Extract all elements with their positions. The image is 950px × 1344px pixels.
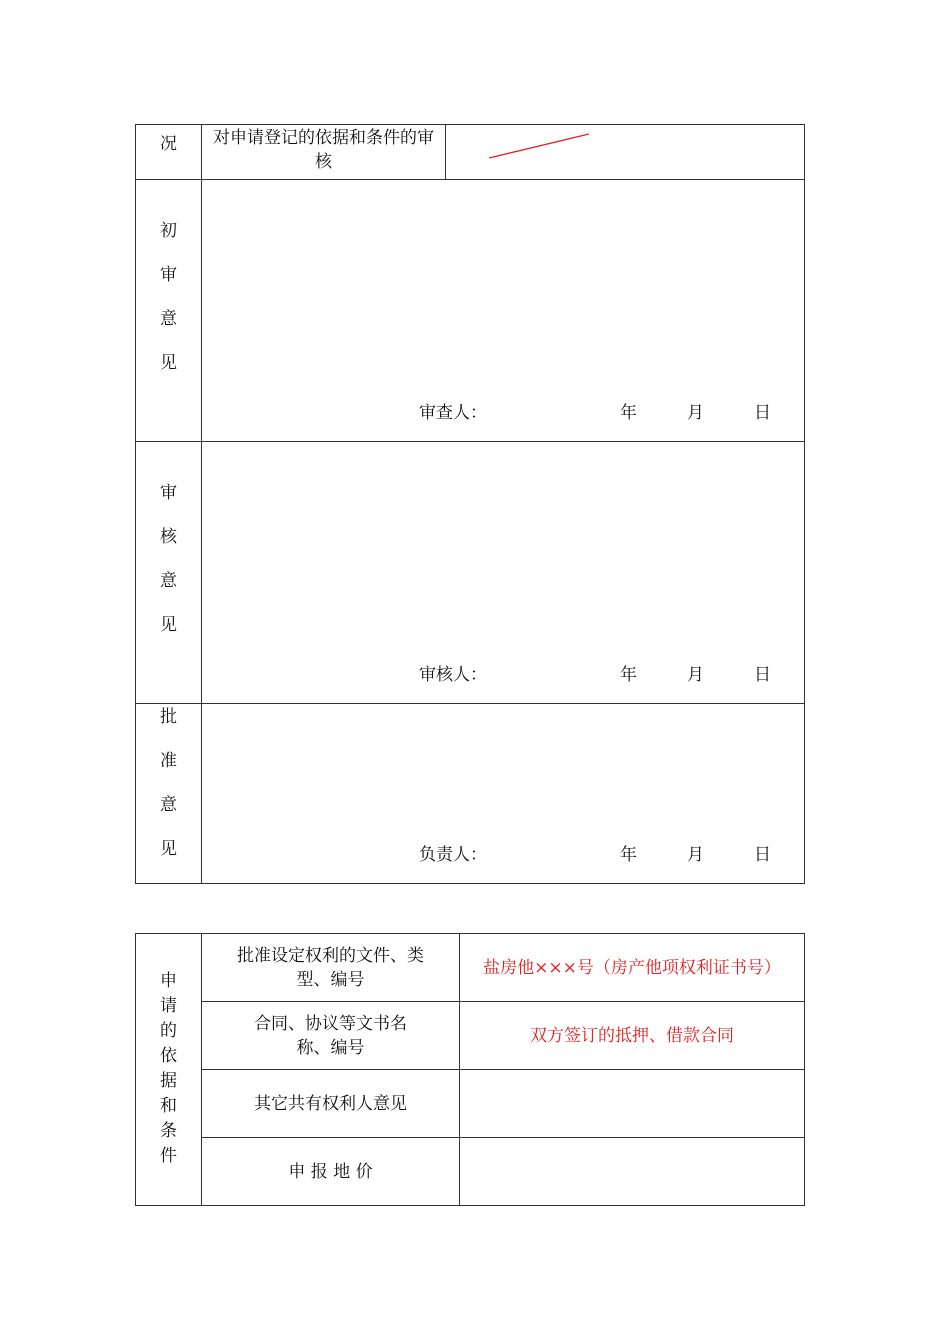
audit-review-row (136, 442, 805, 704)
signature-line (202, 660, 804, 685)
review-table (135, 124, 805, 884)
day-label: 日 (754, 845, 771, 865)
basis-row (136, 1070, 805, 1138)
label-char: 核 (160, 527, 177, 547)
label-char: 见 (160, 353, 177, 373)
preliminary-review-opinion-field[interactable] (202, 180, 805, 442)
header-label-cell (136, 125, 202, 180)
basis-value-cell[interactable] (460, 1070, 805, 1138)
year-label: 年 (620, 403, 637, 423)
application-basis-table (135, 933, 805, 1206)
basis-label: 其它共有权利人意见 (254, 1093, 407, 1114)
label-char: 依 (160, 1045, 177, 1066)
preliminary-review-label (136, 180, 202, 442)
basis-value: 盐房他×××号（房产他项权利证书号） (483, 957, 781, 978)
basis-value-cell[interactable] (460, 934, 805, 1002)
basis-label: 批准设定权利的文件、类型、编号 (237, 945, 424, 990)
day-label: 日 (754, 403, 771, 423)
label-char: 意 (160, 571, 177, 591)
label-char: 批 (160, 707, 177, 727)
basis-value: 双方签订的抵押、借款合同 (530, 1025, 734, 1046)
label-char: 见 (160, 839, 177, 859)
label-char: 初 (160, 221, 177, 241)
basis-row (136, 1138, 805, 1206)
basis-group-label (136, 934, 202, 1206)
header-description: 对申请登记的依据和条件的审核 (213, 128, 434, 172)
signer-label: 审核人： (419, 665, 487, 685)
label-char: 和 (160, 1095, 177, 1116)
audit-review-opinion-field[interactable] (202, 442, 805, 704)
header-label: 况 (160, 134, 177, 154)
year-label: 年 (620, 845, 637, 865)
day-label: 日 (754, 665, 771, 685)
year-label: 年 (620, 665, 637, 685)
month-label: 月 (687, 403, 704, 423)
header-description-cell (202, 125, 446, 180)
label-char: 意 (160, 795, 177, 815)
label-char: 意 (160, 309, 177, 329)
basis-label: 申 报 地 价 (288, 1161, 373, 1182)
signature-line (202, 398, 804, 423)
preliminary-review-row (136, 180, 805, 442)
header-row (136, 125, 805, 180)
label-char: 准 (160, 751, 177, 771)
signer-label: 审查人： (419, 403, 487, 423)
basis-row (136, 934, 805, 1002)
strike-mark (446, 125, 804, 179)
basis-label-cell (202, 934, 460, 1002)
month-label: 月 (687, 665, 704, 685)
label-char: 条 (160, 1120, 177, 1141)
label-char: 见 (160, 615, 177, 635)
signature-line (202, 840, 804, 865)
label-char: 请 (160, 995, 177, 1016)
signer-label: 负责人： (419, 845, 487, 865)
label-char: 申 (160, 970, 177, 991)
label-char: 审 (160, 265, 177, 285)
basis-label-cell (202, 1002, 460, 1070)
month-label: 月 (687, 845, 704, 865)
basis-label-cell (202, 1138, 460, 1206)
basis-label-cell (202, 1070, 460, 1138)
basis-value-cell[interactable] (460, 1138, 805, 1206)
approval-opinion-field[interactable] (202, 704, 805, 884)
approval-label (136, 704, 202, 884)
audit-review-label (136, 442, 202, 704)
basis-row (136, 1002, 805, 1070)
label-char: 审 (160, 483, 177, 503)
basis-label: 合同、协议等文书名称、编号 (254, 1013, 407, 1058)
basis-value-cell[interactable] (460, 1002, 805, 1070)
approval-row (136, 704, 805, 884)
label-char: 件 (160, 1145, 177, 1166)
label-char: 的 (160, 1020, 177, 1041)
label-char: 据 (160, 1070, 177, 1091)
header-value-cell[interactable] (446, 125, 805, 180)
